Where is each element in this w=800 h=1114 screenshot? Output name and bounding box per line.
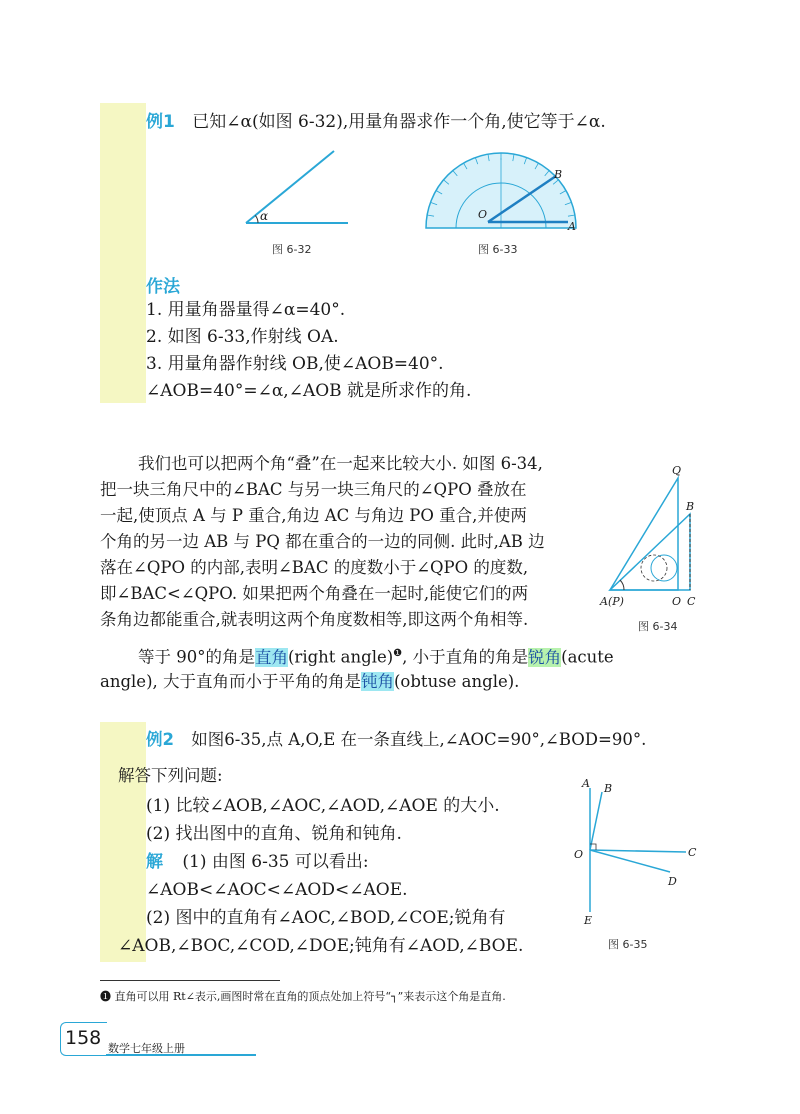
definitions-line-2	[100, 670, 519, 694]
solution-label: 解	[146, 852, 163, 872]
step-1: 1. 用量角器量得∠α=40°.	[146, 300, 346, 320]
fig35-ray-OB	[590, 792, 602, 850]
compare-line-7: 条角边都能重合,就表明这两个角度数相等,即这两个角相等.	[100, 610, 529, 629]
example1-label: 例1	[146, 112, 175, 132]
example1-heading	[146, 107, 606, 132]
fig35-label-E: E	[584, 914, 593, 927]
fig34-caption: 图 6-34	[638, 620, 678, 633]
step-2: 2. 如图 6-33,作射线 OA.	[146, 327, 339, 347]
figure-6-35	[570, 772, 710, 937]
footnote	[100, 988, 506, 1004]
fig34-triangle-QPO	[610, 478, 678, 590]
fig33-label-B: B	[554, 168, 563, 181]
question-1: (1) 比较∠AOB,∠AOC,∠AOD,∠AOE 的大小.	[146, 796, 500, 816]
fig35-caption: 图 6-35	[608, 938, 648, 951]
page-number: 158	[65, 1027, 102, 1049]
fig35-label-A: A	[582, 777, 590, 790]
acute-angle-term: 锐角	[528, 647, 562, 667]
compare-line-6: 即∠BAC<∠QPO. 如果把两个角叠在一起时,能使它们的两	[100, 584, 529, 603]
example2-heading	[146, 726, 646, 750]
page-number-tab	[60, 1022, 107, 1056]
example1-statement: 已知∠α(如图 6-32),用量角器求作一个角,使它等于∠α.	[192, 112, 606, 132]
example2-questions	[100, 794, 580, 964]
solution-1-text: (1) 由图 6-35 可以看出:	[182, 852, 369, 872]
fig35-label-B: B	[604, 782, 613, 795]
procedure-steps	[146, 298, 706, 408]
example2-line-2: 解答下列问题:	[118, 766, 223, 785]
def-obtuse-english: (obtuse angle).	[394, 672, 520, 691]
obtuse-angle-term: 钝角	[361, 672, 394, 691]
compare-line-4: 个角的另一边 AB 与 PQ 都在重合的一边的同侧. 此时,AB 边	[100, 532, 545, 551]
solution-2: (2) 图中的直角有∠AOC,∠BOD,∠COE;锐角有	[146, 908, 506, 928]
def-right-english: (right angle)	[288, 647, 394, 667]
def-obtuse-intro: angle), 大于直角而小于平角的角是	[100, 672, 361, 691]
fig35-label-O: O	[574, 848, 584, 861]
fig35-ray-OC	[590, 850, 686, 852]
step-conclusion: ∠AOB=40°=∠α,∠AOB 就是所求作的角.	[146, 381, 472, 401]
fig34-label-C: C	[687, 595, 696, 608]
solution-1-result: ∠AOB<∠AOC<∠AOD<∠AOE.	[146, 880, 408, 900]
figure-6-33	[418, 148, 588, 238]
definitions-line-1	[138, 642, 614, 670]
footnote-text: 直角可以用 Rt∠表示,画图时常在直角的顶点处加上符号“┐”来表示这个角是直角.	[114, 990, 506, 1003]
def-acute-english: (acute	[561, 647, 614, 667]
fig34-label-Q: Q	[672, 464, 682, 477]
compare-line-5: 落在∠QPO 的内部,表明∠BAC 的度数小于∠QPO 的度数,	[100, 558, 529, 577]
fig35-label-D: D	[668, 875, 677, 888]
example2-statement: 如图6-35,点 A,O,E 在一条直线上,∠AOC=90°,∠BOD=90°.	[191, 730, 647, 749]
question-2: (2) 找出图中的直角、锐角和钝角.	[146, 824, 402, 844]
example2-label: 例2	[146, 730, 174, 749]
solution-2-continued: ∠AOB,∠BOC,∠COD,∠DOE;钝角有∠AOD,∠BOE.	[118, 936, 524, 956]
fig35-label-C: C	[688, 846, 697, 859]
compare-line-1: 我们也可以把两个角“叠”在一起来比较大小. 如图 6-34,	[138, 454, 543, 473]
compare-line-2: 把一块三角尺中的∠BAC 与另一块三角尺的∠QPO 叠放在	[100, 480, 527, 499]
step-3: 3. 用量角器作射线 OB,使∠AOB=40°.	[146, 354, 444, 374]
footnote-rule	[100, 980, 280, 981]
fig34-label-AP: A(P)	[600, 595, 624, 608]
solution-1	[146, 850, 369, 874]
fig33-label-A: A	[568, 220, 576, 233]
compare-line-3: 一起,使顶点 A 与 P 重合,角边 AC 与角边 PO 重合,并使两	[100, 506, 527, 525]
footnote-marker: ❶	[393, 648, 403, 659]
footnote-mark: ❶	[100, 990, 111, 1003]
fig34-label-O: O	[672, 595, 682, 608]
figure-6-32	[236, 145, 356, 235]
fig33-label-O: O	[478, 208, 488, 221]
fig32-angle-arc	[255, 215, 258, 223]
fig34-label-B: B	[686, 500, 695, 513]
fig32-alpha-label: α	[260, 209, 269, 223]
fig33-caption: 图 6-33	[478, 243, 518, 256]
right-angle-term: 直角	[255, 647, 288, 667]
figure-6-34	[598, 462, 710, 612]
fig35-ray-OD	[590, 850, 670, 872]
def-acute-intro: , 小于直角的角是	[402, 647, 529, 667]
example1-highlight-bar	[100, 103, 146, 403]
procedure-label: 作法	[146, 277, 180, 297]
fig32-caption: 图 6-32	[272, 243, 312, 256]
book-title: 数学七年级上册	[108, 1042, 185, 1055]
def-right-intro: 等于 90°的角是	[138, 647, 255, 667]
